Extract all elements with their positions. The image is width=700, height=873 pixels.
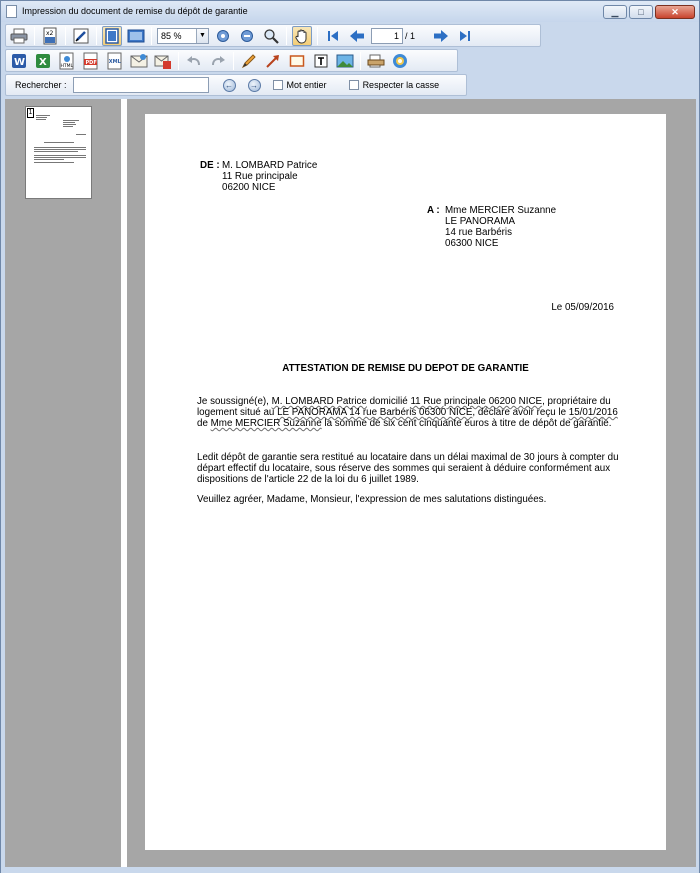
match-case-label: Respecter la casse [362, 80, 440, 90]
search-next-button[interactable] [248, 79, 261, 92]
export-html-button[interactable] [57, 51, 77, 71]
arrow-left-icon: ← [225, 80, 234, 90]
previous-page-icon [349, 29, 365, 43]
html-icon [58, 52, 76, 70]
single-page-view-button[interactable] [102, 26, 122, 46]
to-line-3: 14 rue Barbéris [445, 227, 512, 238]
send-email-button[interactable] [129, 51, 149, 71]
document-app-icon [6, 5, 17, 18]
excel-icon [34, 52, 52, 70]
text-box-icon [313, 53, 329, 69]
paragraph-2-line-1: Ledit dépôt de garantie sera restitué au locataire dans un délai maximal de 30 jours à compter du [197, 452, 619, 463]
fit-width-button[interactable] [126, 26, 146, 46]
thumbnail-pane[interactable] [5, 99, 121, 867]
export-word-button[interactable] [9, 51, 29, 71]
undo-button[interactable] [184, 51, 204, 71]
pdf-label: PDF [85, 59, 97, 66]
export-pdf-button[interactable] [81, 51, 101, 71]
arrow-right-icon: → [250, 80, 259, 90]
whole-word-checkbox[interactable] [273, 80, 283, 90]
zoom-in-icon [216, 29, 230, 43]
from-label: DE : [200, 160, 220, 171]
pencil-tool-button[interactable] [239, 51, 259, 71]
svg-text:W: W [14, 56, 26, 68]
zoom-tool-icon [263, 28, 279, 44]
image-icon [336, 53, 354, 69]
hand-tool-button[interactable] [292, 26, 312, 46]
page-thumbnail[interactable] [25, 106, 92, 199]
from-line-1: M. LOMBARD Patrice [222, 160, 318, 171]
last-page-icon [458, 29, 472, 43]
landlord-address: 11 Rue principale 06200 NICE [410, 396, 543, 407]
search-label: Rechercher : [15, 80, 67, 90]
to-line-4: 06300 NICE [445, 238, 499, 249]
closing-salutation: Veuillez agréer, Madame, Monsieur, l'expression de mes salutations distinguées. [197, 494, 547, 505]
previous-page-button[interactable] [347, 26, 367, 46]
to-line-2: LE PANORAMA [445, 216, 516, 227]
export-icon [41, 27, 59, 45]
hand-tool-icon [294, 28, 310, 44]
edit-icon [72, 27, 90, 45]
svg-text:x2: x2 [46, 29, 54, 37]
search-input[interactable] [73, 77, 209, 93]
first-page-icon [326, 29, 340, 43]
zoom-value: 85 % [161, 30, 182, 41]
last-page-button[interactable] [455, 26, 475, 46]
minimize-button[interactable]: ▁ [603, 5, 627, 19]
pencil-icon [241, 53, 257, 69]
next-page-icon [433, 29, 449, 43]
landlord-name: M. LOMBARD Patrice [271, 396, 367, 407]
redo-icon [210, 54, 226, 68]
rectangle-tool-button[interactable] [287, 51, 307, 71]
arrow-icon [265, 53, 281, 69]
thumbnail-page-number: 1 [28, 109, 33, 116]
paragraph-2-line-3: dispositions de l'article 22 de la loi du 6 juillet 1989. [197, 474, 419, 485]
title-bar [1, 1, 699, 22]
from-line-2: 11 Rue principale [222, 171, 298, 182]
next-page-button[interactable] [431, 26, 451, 46]
first-page-button[interactable] [323, 26, 343, 46]
print-button[interactable] [9, 26, 29, 46]
export-button[interactable] [40, 26, 60, 46]
printer-icon [10, 28, 28, 44]
paragraph-1-line-3: de Mme MERCIER Suzanne la somme de six cent cinquante euros à titre de dépôt de garantie. [197, 418, 612, 429]
svg-text:X: X [39, 56, 47, 68]
xml-icon [106, 52, 124, 70]
export-xml-button[interactable] [105, 51, 125, 71]
zoom-tool-button[interactable] [261, 26, 281, 46]
options-icon [391, 52, 409, 70]
html-label: HTML [60, 63, 74, 69]
fit-width-icon [127, 28, 145, 44]
zoom-in-button[interactable] [213, 26, 233, 46]
document-view[interactable] [127, 99, 696, 867]
stamp-button[interactable] [366, 51, 386, 71]
rectangle-icon [289, 54, 305, 68]
close-button[interactable]: ✕ [655, 5, 695, 19]
page-number-input[interactable] [371, 28, 403, 44]
search-toolbar [5, 74, 467, 96]
property-address: LE PANORAMA 14 rue Barbéris 06300 NICE [277, 407, 473, 418]
window-title: Impression du document de remise du dépôt de garantie [22, 6, 248, 16]
zoom-out-icon [240, 29, 254, 43]
to-label: A : [427, 205, 440, 216]
search-previous-button[interactable] [223, 79, 236, 92]
word-icon [10, 52, 28, 70]
options-button[interactable] [390, 51, 410, 71]
email-pdf-icon [154, 52, 172, 70]
undo-icon [186, 54, 202, 68]
export-toolbar [5, 49, 458, 72]
tenant-name: Mme MERCIER Suzanne [210, 418, 322, 429]
export-excel-button[interactable] [33, 51, 53, 71]
document-date: Le 05/09/2016 [551, 302, 614, 313]
redo-button[interactable] [208, 51, 228, 71]
document-title: ATTESTATION DE REMISE DU DEPOT DE GARANTIE [282, 363, 529, 374]
status-bar [1, 867, 699, 873]
xml-label: XML [108, 58, 121, 65]
match-case-checkbox[interactable] [349, 80, 359, 90]
zoom-select[interactable] [157, 28, 209, 44]
edit-button[interactable] [71, 26, 91, 46]
maximize-button[interactable]: □ [629, 5, 653, 19]
zoom-out-button[interactable] [237, 26, 257, 46]
page-total: / 1 [405, 30, 416, 41]
view-toolbar [5, 24, 541, 47]
document-page [145, 114, 666, 850]
paragraph-1-line-2: logement situé au LE PANORAMA 14 rue Barbéris 06300 NICE, déclare avoir reçu le 15/01/2016 [197, 407, 618, 418]
email-icon [130, 52, 148, 70]
stamp-icon [367, 52, 385, 70]
single-page-view-icon [104, 28, 120, 44]
paragraph-2-line-2: départ effectif du locataire, sous réserve des sommes qui seraient à déduire conformément aux [197, 463, 611, 474]
pdf-icon [82, 52, 100, 70]
from-line-3: 06200 NICE [222, 182, 276, 193]
send-email-pdf-button[interactable] [153, 51, 173, 71]
whole-word-label: Mot entier [286, 80, 327, 90]
arrow-tool-button[interactable] [263, 51, 283, 71]
image-tool-button[interactable] [335, 51, 355, 71]
text-box-tool-button[interactable] [311, 51, 331, 71]
paragraph-1-line-1: Je soussigné(e), M. LOMBARD Patrice domicilié 11 Rue principale 06200 NICE, propriétaire du [197, 396, 611, 407]
receipt-date: 15/01/2016 [568, 407, 618, 418]
to-line-1: Mme MERCIER Suzanne [445, 205, 557, 216]
chevron-down-icon: ▼ [196, 29, 208, 43]
